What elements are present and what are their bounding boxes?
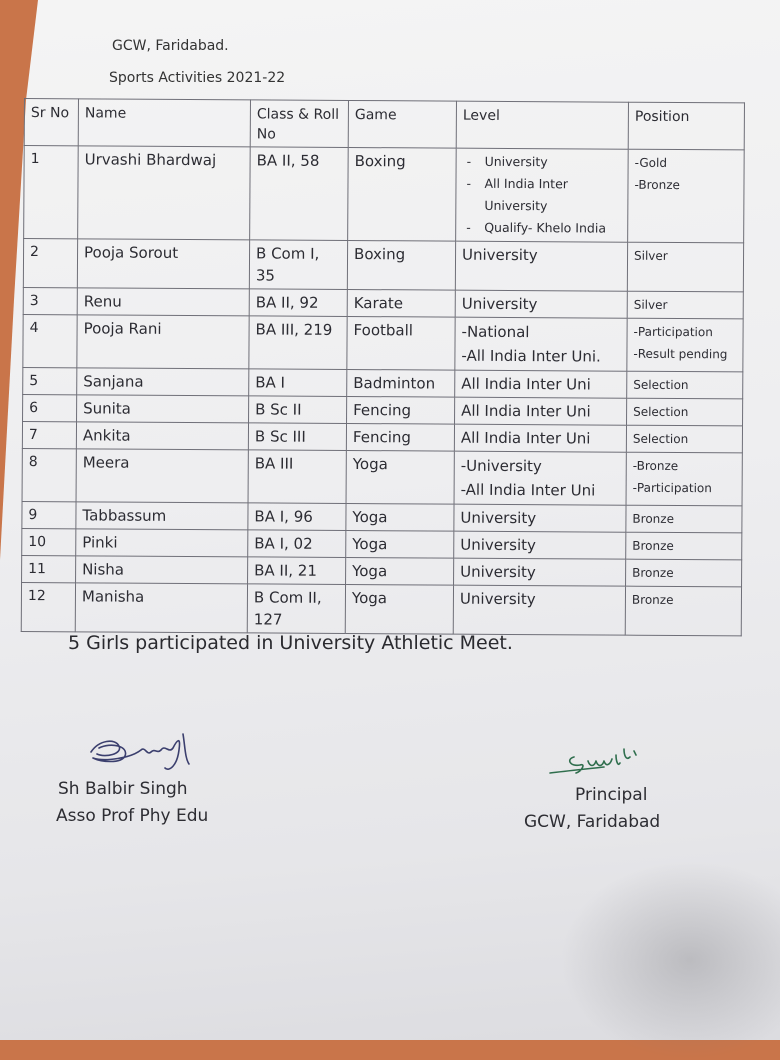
level-line: - All India Inter	[462, 173, 622, 196]
level-cell: All India Inter Uni	[455, 370, 627, 398]
level-cell: University	[454, 558, 626, 586]
position-cell: Bronze	[625, 586, 741, 636]
class-cell: B Com II, 127	[247, 584, 345, 634]
position-cell: Bronze	[626, 532, 742, 560]
position-cell: Selection	[627, 398, 743, 426]
position-line: -Result pending	[633, 346, 728, 362]
sr-cell: 7	[22, 421, 76, 448]
sr-cell: 4	[23, 314, 77, 367]
position-cell	[627, 318, 743, 372]
name-cell: Manisha	[75, 583, 247, 633]
class-cell: BA I, 02	[248, 530, 346, 558]
class-cell: BA I	[249, 369, 347, 397]
table-header-row	[24, 99, 744, 150]
level-cell: University	[454, 531, 626, 559]
sr-cell: 2	[23, 239, 77, 288]
table-row	[23, 239, 743, 292]
col-header-game: Game	[348, 100, 456, 148]
game-cell: Yoga	[346, 530, 454, 558]
position-cell	[626, 452, 742, 506]
level-line: -All India Inter Uni	[460, 480, 596, 500]
name-cell: Pooja Rani	[77, 315, 249, 369]
sr-cell: 8	[22, 448, 76, 501]
position-cell: Bronze	[626, 559, 742, 587]
name-cell: Tabbassum	[76, 502, 248, 530]
level-cell: All India Inter Uni	[454, 424, 626, 452]
game-cell: Yoga	[346, 503, 454, 531]
name-cell: Pinki	[76, 529, 248, 557]
class-cell: BA II, 21	[248, 557, 346, 585]
sr-cell: 9	[22, 501, 76, 528]
game-cell: Badminton	[347, 369, 455, 397]
principal-college: GCW, Faridabad	[524, 812, 661, 832]
class-cell: BA III, 219	[249, 316, 347, 370]
position-cell: Silver	[627, 291, 743, 319]
game-cell: Boxing	[347, 240, 455, 290]
table-row	[21, 582, 741, 635]
document-subtitle: Sports Activities 2021-22	[109, 70, 286, 86]
level-line: -University	[460, 456, 542, 476]
game-cell: Karate	[347, 289, 455, 317]
sr-cell: 5	[23, 367, 77, 394]
level-line: -All India Inter Uni.	[461, 346, 601, 366]
position-cell	[628, 149, 745, 243]
game-cell: Yoga	[346, 450, 454, 504]
level-cell	[454, 451, 626, 505]
table-row	[22, 448, 742, 505]
sr-cell: 1	[24, 146, 79, 239]
level-line: - University	[463, 151, 623, 174]
level-line: - Qualify- Khelo India	[462, 217, 622, 240]
level-cell: University	[455, 241, 627, 291]
position-line: -Bronze	[634, 177, 680, 193]
college-heading: GCW, Faridabad.	[112, 38, 229, 54]
position-line: -Gold	[634, 155, 668, 170]
position-cell: Selection	[627, 371, 743, 399]
name-cell: Pooja Sorout	[77, 239, 249, 289]
sr-cell: 11	[22, 555, 76, 582]
class-cell: B Com I, 35	[249, 240, 347, 290]
name-cell: Renu	[77, 288, 249, 316]
signatory-name: Sh Balbir Singh	[58, 779, 188, 799]
level-cell	[456, 148, 629, 242]
col-header-class-roll: Class & Roll No	[250, 100, 348, 148]
level-line: University	[484, 197, 548, 214]
sr-cell: 3	[23, 287, 77, 314]
position-line: -Bronze	[632, 458, 679, 474]
sports-activities-table	[21, 98, 745, 636]
position-cell: Selection	[626, 425, 742, 453]
name-cell: Ankita	[76, 422, 248, 450]
sr-cell: 12	[21, 582, 75, 631]
principal-title: Principal	[575, 785, 648, 805]
name-cell: Meera	[76, 449, 248, 503]
game-cell: Boxing	[348, 147, 457, 241]
sr-cell: 6	[23, 394, 77, 421]
class-cell: BA I, 96	[248, 503, 346, 531]
signature-principal	[546, 745, 656, 785]
col-header-level: Level	[456, 101, 628, 149]
game-cell: Fencing	[346, 423, 454, 451]
table-row	[24, 146, 745, 243]
level-cell: University	[453, 585, 625, 635]
class-cell: BA II, 58	[250, 147, 349, 241]
class-cell: B Sc II	[249, 396, 347, 424]
photo-shadow	[560, 860, 780, 1060]
name-cell: Sanjana	[77, 368, 249, 396]
level-cell: University	[454, 504, 626, 532]
level-line: -National	[461, 322, 530, 342]
game-cell: Football	[347, 316, 455, 370]
signature-balbir-singh	[85, 728, 195, 778]
game-cell: Yoga	[345, 584, 453, 634]
class-cell: B Sc III	[248, 423, 346, 451]
position-line: -Participation	[633, 324, 713, 340]
position-cell: Bronze	[626, 505, 742, 533]
athletic-meet-note: 5 Girls participated in University Athletic Meet.	[68, 632, 513, 654]
name-cell: Urvashi Bhardwaj	[78, 146, 251, 240]
level-cell: All India Inter Uni	[455, 397, 627, 425]
game-cell: Fencing	[347, 396, 455, 424]
position-cell: Silver	[627, 242, 743, 292]
name-cell: Nisha	[76, 556, 248, 584]
level-cell	[455, 317, 627, 371]
sr-cell: 10	[22, 528, 76, 555]
signatory-designation: Asso Prof Phy Edu	[56, 806, 209, 826]
game-cell: Yoga	[346, 557, 454, 585]
col-header-sr-no: Sr No	[24, 99, 78, 146]
table-row	[23, 314, 743, 371]
name-cell: Sunita	[77, 395, 249, 423]
class-cell: BA III	[248, 450, 346, 504]
level-cell: University	[455, 290, 627, 318]
col-header-name: Name	[78, 99, 250, 147]
col-header-position: Position	[628, 102, 744, 150]
class-cell: BA II, 92	[249, 289, 347, 317]
position-line: -Participation	[632, 480, 712, 496]
